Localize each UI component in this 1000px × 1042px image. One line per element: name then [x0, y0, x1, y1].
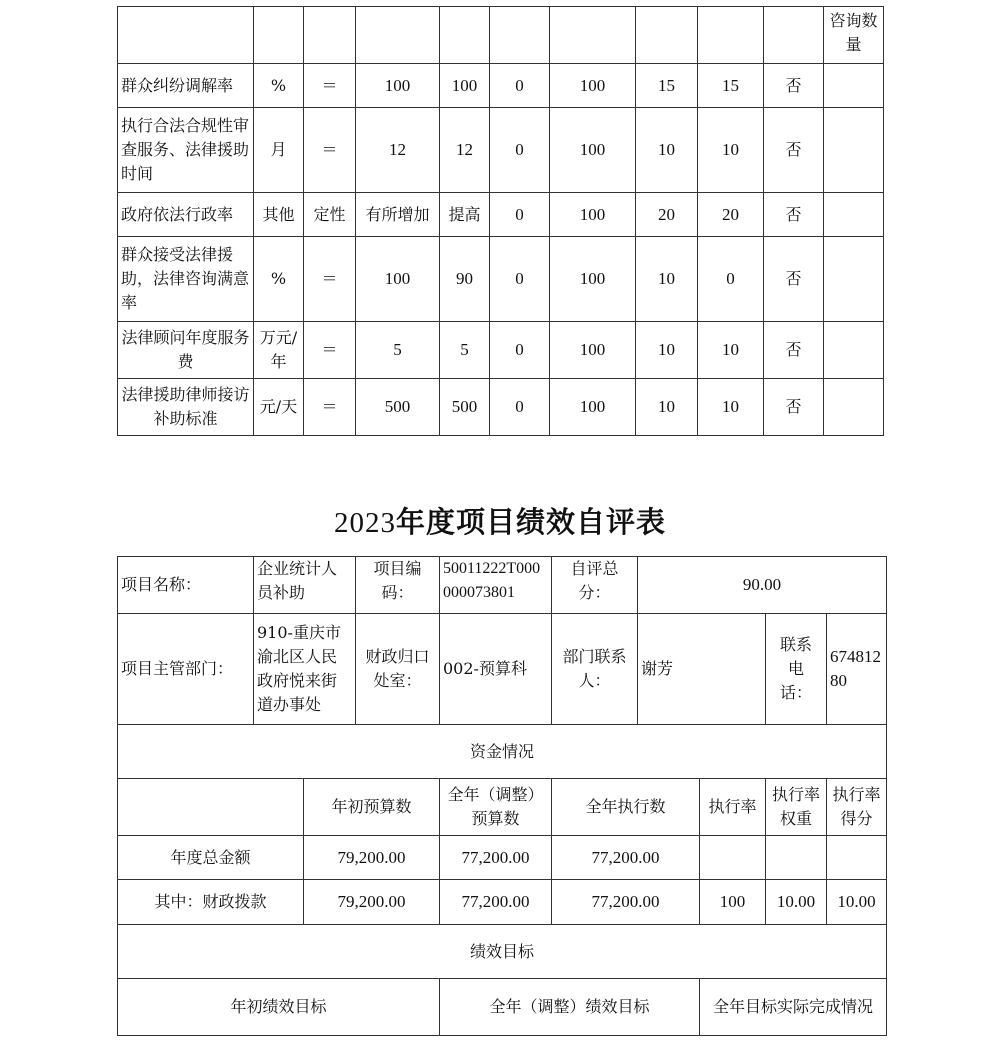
project-name-label: 项目名称： — [118, 557, 254, 614]
indicator-score: 0 — [698, 237, 764, 322]
indicator-deviation: 0 — [490, 108, 550, 193]
indicator-name: 群众接受法律援助，法律咨询满意率 — [118, 237, 254, 322]
table-row — [118, 557, 887, 614]
dept-label: 项目主管部门： — [118, 614, 254, 725]
perf-header: 绩效目标 — [118, 925, 887, 979]
col-rate-weight: 执行率权重 — [766, 779, 827, 836]
indicator-deviation: 0 — [490, 379, 550, 436]
fiscal-rate: 100 — [700, 880, 766, 925]
indicator-weight: 10 — [636, 237, 698, 322]
indicator-unit: 元/天 — [254, 379, 304, 436]
indicator-unit: 其他 — [254, 193, 304, 237]
indicator-deviation: 0 — [490, 64, 550, 108]
fiscal-initial: 79,200.00 — [304, 880, 440, 925]
indicator-rate: 100 — [550, 379, 636, 436]
indicator-rate: 100 — [550, 64, 636, 108]
indicator-flag: 否 — [764, 108, 824, 193]
indicator-weight: 15 — [636, 64, 698, 108]
page-title — [0, 500, 1000, 541]
indicator-deviation: 0 — [490, 322, 550, 379]
indicator-operator: ＝ — [304, 379, 356, 436]
finance-label: 财政归口处室： — [356, 614, 440, 725]
table-row — [118, 322, 884, 379]
indicator-rate: 100 — [550, 108, 636, 193]
indicator-rate: 100 — [550, 237, 636, 322]
project-code-label: 项目编码： — [356, 557, 440, 614]
phone-label: 联系电话： — [766, 614, 827, 725]
indicator-target: 12 — [356, 108, 440, 193]
perf-initial: 年初绩效目标 — [118, 979, 440, 1036]
indicator-flag: 否 — [764, 379, 824, 436]
title-text: 年度项目绩效自评表 — [395, 505, 666, 539]
fiscal-weight: 10.00 — [766, 880, 827, 925]
indicator-actual: 100 — [440, 64, 490, 108]
project-name: 企业统计人员补助 — [254, 557, 356, 614]
indicator-unit: 月 — [254, 108, 304, 193]
contact-label: 部门联系人： — [552, 614, 638, 725]
project-code: 50011222T000000073801 — [440, 557, 552, 614]
self-evaluation-table — [117, 556, 887, 1036]
indicator-weight: 10 — [636, 379, 698, 436]
col-adjusted: 全年（调整）预算数 — [440, 779, 552, 836]
total-adjusted: 77,200.00 — [440, 836, 552, 880]
indicator-score: 10 — [698, 379, 764, 436]
indicator-name: 法律援助律师接访补助标准 — [118, 379, 254, 436]
col-exec-rate: 执行率 — [700, 779, 766, 836]
table-row — [118, 64, 884, 108]
indicator-weight: 10 — [636, 322, 698, 379]
fiscal-score: 10.00 — [827, 880, 887, 925]
indicator-target: 有所增加 — [356, 193, 440, 237]
indicator-actual: 提高 — [440, 193, 490, 237]
fiscal-executed: 77,200.00 — [552, 880, 700, 925]
consult-count-header: 咨询数量 — [824, 7, 884, 64]
indicator-table — [117, 6, 884, 436]
indicator-weight: 20 — [636, 193, 698, 237]
fiscal-adjusted: 77,200.00 — [440, 880, 552, 925]
indicator-unit: % — [254, 237, 304, 322]
self-score-label: 自评总分： — [552, 557, 638, 614]
indicator-operator: ＝ — [304, 322, 356, 379]
indicator-rate: 100 — [550, 193, 636, 237]
table-row — [118, 880, 887, 925]
indicator-name: 政府依法行政率 — [118, 193, 254, 237]
table-row — [118, 193, 884, 237]
indicator-operator: 定性 — [304, 193, 356, 237]
funds-header: 资金情况 — [118, 725, 887, 779]
indicator-deviation: 0 — [490, 237, 550, 322]
finance: 002-预算科 — [440, 614, 552, 725]
indicator-flag: 否 — [764, 237, 824, 322]
indicator-flag: 否 — [764, 64, 824, 108]
table-row — [118, 379, 884, 436]
indicator-name: 执行合法合规性审查服务、法律援助时间 — [118, 108, 254, 193]
indicator-actual: 5 — [440, 322, 490, 379]
table-row — [118, 779, 887, 836]
fiscal-label: 其中：财政拨款 — [118, 880, 304, 925]
indicator-unit: % — [254, 64, 304, 108]
table-row — [118, 836, 887, 880]
indicator-operator: ＝ — [304, 108, 356, 193]
dept: 910-重庆市渝北区人民政府悦来街道办事处 — [254, 614, 356, 725]
table-row — [118, 979, 887, 1036]
table-row — [118, 108, 884, 193]
indicator-target: 100 — [356, 64, 440, 108]
indicator-score: 10 — [698, 322, 764, 379]
indicator-unit: 万元/年 — [254, 322, 304, 379]
indicator-operator: ＝ — [304, 237, 356, 322]
table-row — [118, 925, 887, 979]
indicator-rate: 100 — [550, 322, 636, 379]
title-year: 2023 — [333, 507, 396, 539]
self-score: 90.00 — [638, 557, 887, 614]
table-row — [118, 237, 884, 322]
indicator-weight: 10 — [636, 108, 698, 193]
indicator-target: 5 — [356, 322, 440, 379]
indicator-target: 500 — [356, 379, 440, 436]
total-executed: 77,200.00 — [552, 836, 700, 880]
col-rate-score: 执行率得分 — [827, 779, 887, 836]
phone: 67481280 — [827, 614, 887, 725]
indicator-deviation: 0 — [490, 193, 550, 237]
indicator-score: 10 — [698, 108, 764, 193]
indicator-score: 15 — [698, 64, 764, 108]
col-initial: 年初预算数 — [304, 779, 440, 836]
table-row — [118, 7, 884, 64]
indicator-name: 法律顾问年度服务费 — [118, 322, 254, 379]
table-row — [118, 614, 887, 725]
contact: 谢芳 — [638, 614, 766, 725]
indicator-flag: 否 — [764, 322, 824, 379]
indicator-score: 20 — [698, 193, 764, 237]
indicator-flag: 否 — [764, 193, 824, 237]
total-initial: 79,200.00 — [304, 836, 440, 880]
table-row — [118, 725, 887, 779]
indicator-target: 100 — [356, 237, 440, 322]
indicator-operator: ＝ — [304, 64, 356, 108]
perf-actual: 全年目标实际完成情况 — [700, 979, 887, 1036]
indicator-actual: 90 — [440, 237, 490, 322]
indicator-name: 群众纠纷调解率 — [118, 64, 254, 108]
indicator-actual: 12 — [440, 108, 490, 193]
indicator-actual: 500 — [440, 379, 490, 436]
perf-adjusted: 全年（调整）绩效目标 — [440, 979, 700, 1036]
total-label: 年度总金额 — [118, 836, 304, 880]
col-executed: 全年执行数 — [552, 779, 700, 836]
